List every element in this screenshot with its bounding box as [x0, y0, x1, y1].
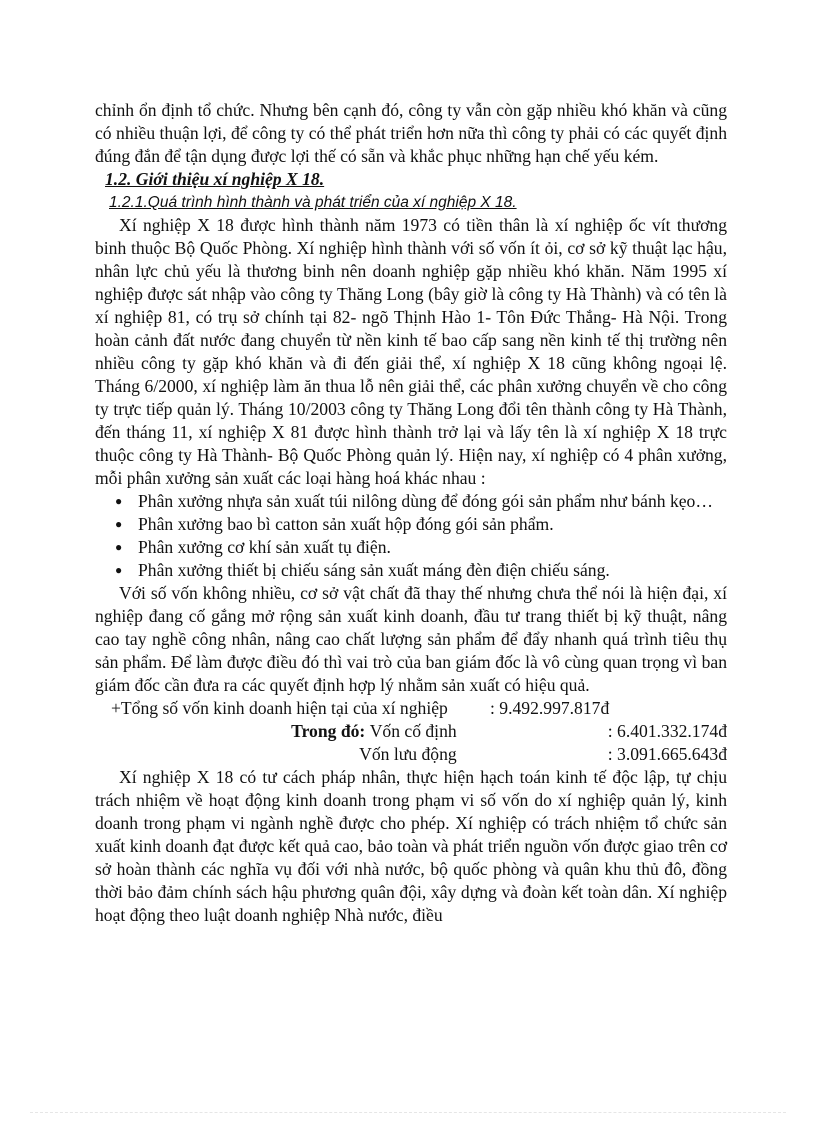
section-heading: 1.2. Giới thiệu xí nghiệp X 18.	[105, 169, 325, 189]
capital-total-row	[95, 697, 727, 720]
list-item: ● Phân xưởng nhựa sản xuất túi nilông dùng để đóng gói sản phẩm như bánh kẹo…	[115, 491, 713, 511]
page-bottom-divider	[30, 1112, 786, 1113]
workshop-list	[95, 490, 727, 582]
capital-fixed-label: Vốn cố định	[369, 721, 457, 741]
capital-working-row	[95, 743, 727, 766]
document-page	[95, 99, 727, 927]
subsection-heading: 1.2.1.Quá trình hình thành và phát triển của xí nghiệp X 18.	[109, 194, 517, 211]
capital-working-label: Vốn lưu động	[359, 744, 457, 764]
capital-table	[95, 697, 727, 766]
bullet-icon: ●	[115, 494, 123, 508]
capital-total-label: +Tổng số vốn kinh doanh hiện tại của xí nghiệp	[111, 698, 448, 718]
list-item: ● Phân xưởng cơ khí sản xuất tụ điện.	[115, 537, 391, 557]
bullet-icon: ●	[115, 563, 123, 577]
in-which-label: Trong đó:	[291, 721, 366, 741]
list-item: ● Phân xưởng bao bì catton sản xuất hộp đóng gói sản phẩm.	[115, 514, 554, 534]
paragraph-history: Xí nghiệp X 18 được hình thành năm 1973 có tiền thân là xí nghiệp ốc vít thương binh thuộc Bộ Quốc Phòng. Xí nghiệp hình thành với số vốn ít ỏi, cơ sở kỹ thuật lạc hậu, nhân lực chủ yếu là thương binh nên doanh nghiệp gặp nhiều khó khăn. Năm 1995 xí nghiệp được sát nhập vào công ty Thăng Long (bây giờ là công ty Hà Thành) và có tên là xí nghiệp 81, có trụ sở chính tại 82- ngõ Thịnh Hào 1- Tôn Đức Thắng- Hà Nội. Trong hoàn cảnh đất nước đang chuyển từ nền kinh tế bao cấp sang nền kinh tế thị trường nên nhiều công ty gặp khó khăn và đi đến giải thể, xí nghiệp X 18 cũng không ngoại lệ. Tháng 6/2000, xí nghiệp làm ăn thua lỗ nên giải thể, các phân xưởng chuyển về cho công ty trực tiếp quản lý. Tháng 10/2003 công ty Thăng Long đổi tên thành công ty Hà Thành, đến tháng 11, xí nghiệp X 81 được hình thành trở lại và lấy tên là xí nghiệp X 18 trực thuộc công ty Hà Thành- Bộ Quốc Phòng quản lý. Hiện nay, xí nghiệp có 4 phân xưởng, mỗi phân xưởng sản xuất các loại hàng hoá khác nhau :	[95, 215, 727, 488]
capital-total-value: : 9.492.997.817đ	[490, 698, 610, 718]
capital-working-value: : 3.091.665.643đ	[607, 744, 727, 764]
paragraph-intro: chỉnh ổn định tổ chức. Nhưng bên cạnh đó, công ty vẫn còn gặp nhiều khó khăn và cũng có nhiều thuận lợi, để công ty có thể phát triển hơn nữa thì công ty phải có các quyết định đúng đắn để tận dụng được lợi thế có sẵn và khắc phục những hạn chế yếu kém.	[95, 100, 727, 166]
bullet-icon: ●	[115, 540, 123, 554]
bullet-icon: ●	[115, 517, 123, 531]
capital-fixed-value: : 6.401.332.174đ	[607, 721, 727, 741]
paragraph-legal-status: Xí nghiệp X 18 có tư cách pháp nhân, thực hiện hạch toán kinh tế độc lập, tự chịu trách nhiệm về hoạt động kinh doanh trong phạm vi số vốn do xí nghiệp quản lý, kinh doanh trong phạm vi ngành nghề được cho phép. Xí nghiệp có trách nhiệm tổ chức sản xuất kinh doanh đạt được kết quả cao, bảo toàn và phát triển nguồn vốn được giao trên cơ sở hoàn thành các nghĩa vụ đối với nhà nước, bộ quốc phòng và quân khu thủ đô, đồng thời bảo đảm chính sách hậu phương quân đội, xây dựng và đoàn kết toàn dân. Xí nghiệp hoạt động theo luật doanh nghiệp Nhà nước, điều	[95, 767, 727, 925]
paragraph-capital-intro: Với số vốn không nhiều, cơ sở vật chất đã thay thế nhưng chưa thể nói là hiện đại, xí nghiệp đang cố gắng mở rộng sản xuất kinh doanh, đầu tư trang thiết bị kỹ thuật, nâng cao tay nghề công nhân, nâng cao chất lượng sản phẩm để đẩy nhanh quá trình tiêu thụ sản phẩm. Để làm được điều đó thì vai trò của ban giám đốc là vô cùng quan trọng vì ban giám đốc cần đưa ra các quyết định hợp lý nhằm sản xuất có hiệu quả.	[95, 583, 727, 695]
list-item: ● Phân xưởng thiết bị chiếu sáng sản xuất máng đèn điện chiếu sáng.	[115, 560, 610, 580]
capital-fixed-row	[95, 720, 727, 743]
